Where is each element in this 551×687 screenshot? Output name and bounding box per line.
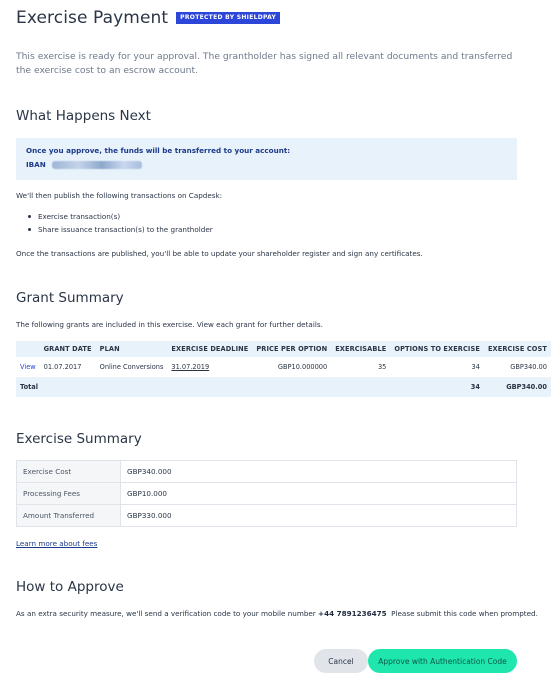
iban-value-redacted — [52, 161, 142, 169]
total-cost: GBP340.00 — [484, 377, 551, 397]
what-happens-next-title: What Happens Next — [16, 108, 151, 124]
summary-label: Amount Transferred — [17, 505, 121, 527]
table-row — [17, 461, 517, 483]
iban-row — [26, 160, 507, 169]
column-header: EXERCISE COST — [484, 341, 551, 357]
how-to-approve-title: How to Approve — [16, 579, 124, 595]
intro-text: This exercise is ready for your approval. The grantholder has signed all relevant documents and transferred the exercise cost to an escrow account. — [16, 51, 513, 76]
summary-value: GBP10.000 — [121, 483, 517, 505]
column-header: PRICE PER OPTION — [252, 341, 331, 357]
learn-more-fees-link[interactable]: Learn more about fees — [16, 539, 98, 548]
column-header: PLAN — [96, 341, 168, 357]
approve-with-code-button[interactable]: Approve with Authentication Code — [368, 649, 517, 673]
grant-date-cell: 01.07.2017 — [40, 357, 96, 377]
column-header — [16, 341, 40, 357]
column-header: GRANT DATE — [40, 341, 96, 357]
page-title: Exercise Payment — [16, 8, 169, 28]
view-grant-link[interactable]: View — [16, 357, 40, 377]
table-row — [17, 505, 517, 527]
header — [16, 8, 280, 28]
summary-label: Exercise Cost — [17, 461, 121, 483]
verification-text: As an extra security measure, we'll send a verification code to your mobile number +44 7891236475 Please submit this code when prompted. — [16, 609, 538, 618]
cancel-button[interactable]: Cancel — [314, 649, 368, 673]
total-row — [16, 377, 551, 397]
total-label: Total — [16, 377, 390, 397]
cost-cell: GBP340.00 — [484, 357, 551, 377]
column-header: EXERCISE DEADLINE — [167, 341, 252, 357]
summary-label: Processing Fees — [17, 483, 121, 505]
summary-value: GBP340.000 — [121, 461, 517, 483]
transfer-info-text: Once you approve, the funds will be transferred to your account: — [26, 146, 291, 155]
exercise-summary-title: Exercise Summary — [16, 431, 142, 447]
table-row — [17, 483, 517, 505]
grant-summary-description: The following grants are included in this exercise. View each grant for further details. — [16, 320, 323, 329]
options-cell: 34 — [390, 357, 484, 377]
exercise-summary-table — [16, 460, 517, 527]
column-header: EXERCISABLE — [331, 341, 390, 357]
deadline-cell: 31.07.2019 — [167, 357, 252, 377]
exercisable-cell: 35 — [331, 357, 390, 377]
column-header: OPTIONS TO EXERCISE — [390, 341, 484, 357]
table-row — [16, 357, 551, 377]
shieldpay-badge: PROTECTED BY SHIELDPAY — [176, 12, 280, 24]
grant-summary-title: Grant Summary — [16, 290, 124, 306]
transfer-info-box — [16, 138, 517, 180]
list-item: Exercise transaction(s) — [28, 212, 213, 225]
plan-cell: Online Conversions — [96, 357, 168, 377]
price-cell: GBP10.000000 — [252, 357, 331, 377]
after-publish-text: Once the transactions are published, you'll be able to update your shareholder register and sign any certificates. — [16, 249, 423, 258]
grant-summary-table — [16, 341, 551, 397]
summary-value: GBP330.000 — [121, 505, 517, 527]
transaction-list — [28, 212, 213, 237]
publish-text: We'll then publish the following transactions on Capdesk: — [16, 191, 223, 200]
list-item: Share issuance transaction(s) to the grantholder — [28, 225, 213, 238]
table-header-row — [16, 341, 551, 357]
iban-label: IBAN — [26, 160, 46, 169]
phone-number: +44 7891236475 — [318, 609, 387, 618]
total-options: 34 — [390, 377, 484, 397]
